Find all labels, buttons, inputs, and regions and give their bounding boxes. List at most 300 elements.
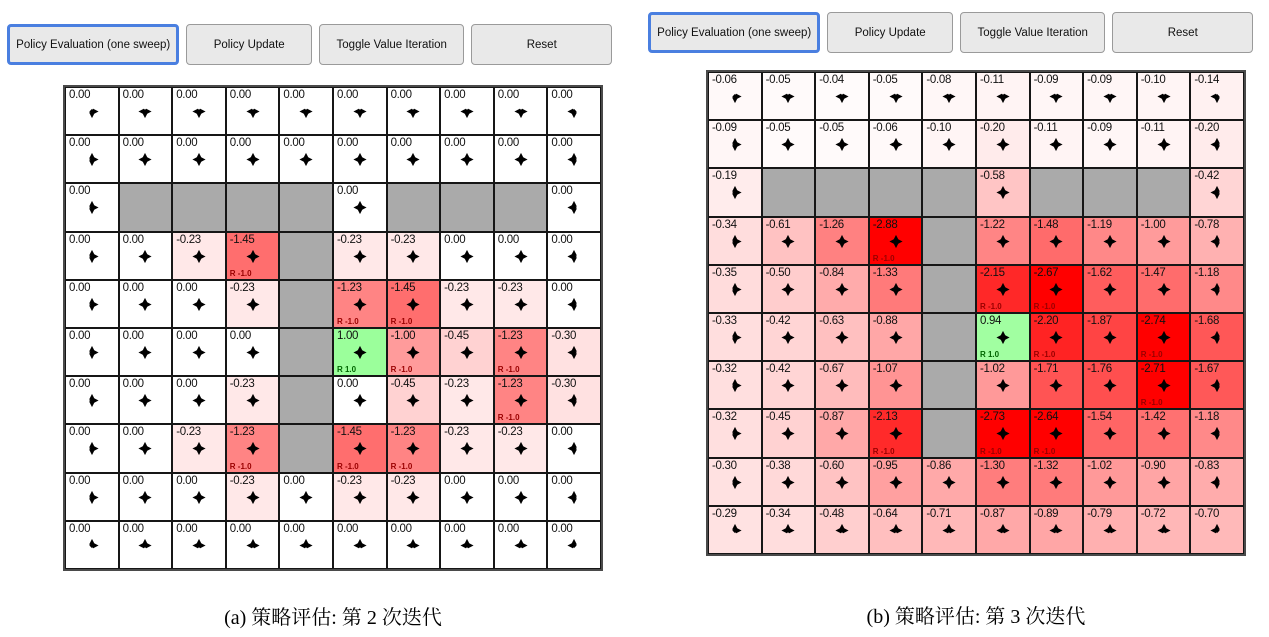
policy-arrow-icon — [190, 537, 207, 554]
cell-value: -0.30 — [551, 329, 577, 342]
grid-cell — [1137, 313, 1191, 361]
grid-cell — [762, 361, 816, 409]
policy-arrow-icon — [244, 489, 261, 506]
policy-arrow-icon — [1155, 233, 1172, 250]
cell-value: -1.02 — [979, 363, 1005, 376]
panel-iteration-3 — [648, 12, 1253, 629]
caption-b: (b) 策略评估: 第 3 次迭代 — [866, 605, 1086, 628]
grid-cell — [547, 135, 601, 183]
grid-cell — [762, 120, 816, 168]
policy-arrow-icon — [83, 199, 100, 216]
policy-arrow-icon — [351, 151, 368, 168]
grid-cell — [65, 135, 119, 183]
policy-arrow-icon — [190, 392, 207, 409]
policy-arrow-icon — [780, 425, 797, 442]
policy-arrow-icon — [512, 537, 529, 554]
toggle-value-iteration-button[interactable]: Toggle Value Iteration — [319, 24, 465, 65]
policy-arrow-icon — [351, 296, 368, 313]
policy-arrow-icon — [83, 440, 100, 457]
policy-arrow-icon — [351, 489, 368, 506]
grid-cell — [494, 473, 548, 521]
grid-cell — [440, 473, 494, 521]
policy-arrow-icon — [512, 489, 529, 506]
grid-cell — [1190, 120, 1244, 168]
policy-arrow-icon — [1048, 522, 1065, 539]
grid-cell — [119, 87, 173, 135]
cell-value: 0.00 — [122, 89, 144, 101]
cell-value: 0.00 — [69, 233, 91, 246]
policy-arrow-icon — [1101, 88, 1118, 105]
cell-value: -0.86 — [926, 459, 952, 472]
cell-value: -2.71 — [1140, 363, 1166, 376]
grid-cell — [1190, 361, 1244, 409]
toolbar — [7, 24, 612, 65]
grid-cell — [547, 328, 601, 376]
policy-arrow-icon — [244, 248, 261, 265]
cell-value: -1.18 — [1194, 411, 1220, 424]
cell-value: -0.89 — [1033, 507, 1059, 520]
cell-value: -0.33 — [712, 314, 737, 327]
cell-value: -1.62 — [1087, 266, 1112, 279]
grid-cell — [65, 473, 119, 521]
policy-update-button[interactable]: Policy Update — [186, 24, 312, 65]
grid-cell — [869, 120, 923, 168]
cell-value: 0.00 — [122, 426, 144, 439]
gridworld-a — [63, 85, 603, 571]
grid-cell — [226, 135, 280, 183]
cell-value: -0.30 — [551, 378, 577, 391]
policy-arrow-icon — [887, 377, 904, 394]
cell-value: -0.32 — [712, 363, 737, 376]
grid-cell — [333, 328, 387, 376]
gridworld-container-a — [63, 85, 612, 571]
cell-reward-label: R -1.0 — [229, 268, 252, 278]
policy-arrow-icon — [726, 136, 743, 153]
cell-value: 0.00 — [497, 522, 519, 535]
grid-cell — [708, 217, 762, 265]
cell-value: -0.78 — [1194, 218, 1220, 231]
policy-arrow-icon — [1155, 281, 1172, 298]
cell-value: -0.87 — [979, 507, 1005, 520]
policy-evaluation-button[interactable]: Policy Evaluation (one sweep) — [648, 12, 820, 53]
cell-reward-label: R -1.0 — [1140, 350, 1163, 360]
cell-value: -0.58 — [979, 170, 1005, 183]
grid-cell — [333, 87, 387, 135]
cell-value: 0.00 — [283, 137, 305, 150]
grid-cell — [333, 183, 387, 231]
grid-cell — [869, 313, 923, 361]
policy-arrow-icon — [1155, 329, 1172, 346]
cell-value: 0.00 — [497, 474, 519, 487]
wall-cell — [1137, 168, 1191, 216]
policy-arrow-icon — [137, 248, 154, 265]
cell-value: -1.33 — [872, 266, 898, 279]
grid-cell — [440, 424, 494, 472]
cell-reward-label: R -1.0 — [979, 446, 1002, 456]
policy-arrow-icon — [83, 296, 100, 313]
policy-arrow-icon — [1155, 522, 1172, 539]
policy-arrow-icon — [1209, 425, 1226, 442]
grid-cell — [708, 168, 762, 216]
policy-arrow-icon — [833, 233, 850, 250]
cell-value: -0.60 — [819, 459, 844, 472]
wall-cell — [226, 183, 280, 231]
grid-cell — [172, 521, 226, 569]
cell-value: -0.06 — [872, 122, 898, 135]
cell-value: -0.14 — [1194, 74, 1220, 86]
toggle-value-iteration-button[interactable]: Toggle Value Iteration — [960, 12, 1106, 53]
policy-arrow-icon — [83, 248, 100, 265]
grid-cell — [1137, 409, 1191, 457]
policy-arrow-icon — [726, 329, 743, 346]
grid-cell — [976, 72, 1030, 120]
cell-value: 0.00 — [336, 378, 359, 391]
policy-arrow-icon — [726, 474, 743, 491]
cell-value: -1.23 — [229, 426, 255, 439]
cell-value: -1.48 — [1033, 218, 1059, 231]
policy-arrow-icon — [405, 392, 422, 409]
reset-button[interactable]: Reset — [471, 24, 612, 65]
grid-cell — [333, 232, 387, 280]
grid-cell — [1190, 168, 1244, 216]
policy-arrow-icon — [887, 522, 904, 539]
policy-arrow-icon — [780, 88, 797, 105]
grid-cell — [440, 135, 494, 183]
cell-value: 0.00 — [551, 233, 573, 246]
grid-cell — [976, 120, 1030, 168]
policy-arrow-icon — [566, 151, 583, 168]
policy-arrow-icon — [780, 329, 797, 346]
cell-value: 0.00 — [69, 281, 91, 294]
cell-value: -1.71 — [1033, 363, 1059, 376]
cell-value: 0.00 — [444, 233, 466, 246]
policy-arrow-icon — [298, 537, 315, 554]
policy-arrow-icon — [780, 281, 797, 298]
policy-arrow-icon — [726, 522, 743, 539]
grid-cell — [333, 280, 387, 328]
grid-cell — [815, 409, 869, 457]
policy-arrow-icon — [726, 281, 743, 298]
cell-value: -0.67 — [819, 363, 844, 376]
wall-cell — [922, 265, 976, 313]
cell-value: -0.23 — [229, 281, 255, 294]
policy-arrow-icon — [1101, 329, 1118, 346]
policy-arrow-icon — [833, 474, 850, 491]
policy-arrow-icon — [833, 425, 850, 442]
cell-value: -1.23 — [336, 281, 362, 294]
grid-cell — [333, 376, 387, 424]
cell-value: -0.23 — [336, 474, 362, 487]
cell-value: 0.00 — [444, 89, 466, 101]
grid-cell — [387, 87, 441, 135]
cell-value: -2.74 — [1140, 314, 1166, 327]
cell-reward-label: R 1.0 — [336, 365, 357, 375]
policy-arrow-icon — [244, 344, 261, 361]
cell-value: 0.00 — [551, 137, 573, 150]
policy-arrow-icon — [994, 522, 1011, 539]
grid-cell — [226, 328, 280, 376]
policy-arrow-icon — [1101, 522, 1118, 539]
cell-value: -0.09 — [712, 122, 737, 135]
cell-value: -0.09 — [1033, 74, 1059, 86]
policy-arrow-icon — [1048, 329, 1065, 346]
cell-value: -1.67 — [1194, 363, 1220, 376]
policy-arrow-icon — [190, 440, 207, 457]
cell-value: -1.23 — [390, 426, 416, 439]
grid-cell — [815, 458, 869, 506]
grid-cell — [333, 473, 387, 521]
policy-arrow-icon — [1209, 281, 1226, 298]
cell-value: -0.70 — [1194, 507, 1220, 520]
reset-button[interactable]: Reset — [1112, 12, 1253, 53]
grid-cell — [762, 313, 816, 361]
grid-cell — [494, 232, 548, 280]
policy-arrow-icon — [512, 248, 529, 265]
grid-cell — [976, 458, 1030, 506]
grid-cell — [494, 328, 548, 376]
grid-cell — [815, 72, 869, 120]
policy-arrow-icon — [994, 136, 1011, 153]
policy-arrow-icon — [833, 281, 850, 298]
policy-arrow-icon — [137, 392, 154, 409]
cell-value: -1.45 — [390, 281, 416, 294]
cell-value: -1.22 — [979, 218, 1005, 231]
cell-value: -0.29 — [712, 507, 737, 520]
cell-value: -0.05 — [765, 74, 791, 86]
policy-arrow-icon — [83, 151, 100, 168]
cell-value: 0.00 — [283, 522, 305, 535]
grid-cell — [1190, 217, 1244, 265]
grid-cell — [922, 72, 976, 120]
policy-arrow-icon — [1048, 88, 1065, 105]
grid-cell — [762, 458, 816, 506]
cell-value: -0.11 — [1140, 122, 1165, 135]
cell-value: 0.00 — [176, 522, 198, 535]
cell-value: 0.00 — [69, 185, 91, 198]
policy-arrow-icon — [566, 199, 583, 216]
policy-arrow-icon — [887, 88, 904, 105]
policy-arrow-icon — [405, 440, 422, 457]
policy-evaluation-button[interactable]: Policy Evaluation (one sweep) — [7, 24, 179, 65]
cell-value: 0.00 — [122, 233, 144, 246]
cell-value: -0.32 — [712, 411, 737, 424]
cell-value: 0.00 — [176, 329, 198, 342]
wall-cell — [119, 183, 173, 231]
policy-arrow-icon — [726, 184, 743, 201]
cell-value: -1.30 — [979, 459, 1005, 472]
policy-arrow-icon — [1048, 377, 1065, 394]
cell-value: -1.45 — [336, 426, 362, 439]
grid-cell — [1030, 506, 1084, 554]
cell-value: 0.00 — [122, 137, 144, 150]
grid-cell — [494, 521, 548, 569]
grid-cell — [708, 506, 762, 554]
wall-cell — [279, 280, 333, 328]
cell-value: -0.09 — [1087, 74, 1112, 86]
policy-arrow-icon — [1048, 233, 1065, 250]
policy-arrow-icon — [512, 440, 529, 457]
cell-value: 1.00 — [336, 329, 359, 342]
grid-cell — [1030, 217, 1084, 265]
grid-cell — [708, 72, 762, 120]
grid-cell — [869, 72, 923, 120]
policy-update-button[interactable]: Policy Update — [827, 12, 953, 53]
cell-value: 0.00 — [444, 522, 466, 535]
cell-value: -0.90 — [1140, 459, 1166, 472]
cell-value: -2.64 — [1033, 411, 1059, 424]
cell-value: -0.48 — [819, 507, 844, 520]
grid-cell — [976, 217, 1030, 265]
cell-value: -2.20 — [1033, 314, 1059, 327]
policy-arrow-icon — [1048, 136, 1065, 153]
grid-cell — [708, 458, 762, 506]
grid-cell — [976, 313, 1030, 361]
policy-arrow-icon — [566, 344, 583, 361]
grid-cell — [869, 265, 923, 313]
policy-arrow-icon — [458, 296, 475, 313]
grid-cell — [869, 458, 923, 506]
policy-arrow-icon — [137, 440, 154, 457]
cell-value: -2.67 — [1033, 266, 1059, 279]
policy-arrow-icon — [83, 537, 100, 554]
cell-value: 0.00 — [229, 522, 251, 535]
wall-cell — [494, 183, 548, 231]
grid-cell — [172, 87, 226, 135]
policy-arrow-icon — [994, 88, 1011, 105]
grid-cell — [119, 232, 173, 280]
cell-value: -1.68 — [1194, 314, 1220, 327]
cell-value: 0.00 — [336, 522, 359, 535]
cell-value: -1.00 — [390, 329, 416, 342]
grid-cell — [172, 280, 226, 328]
policy-arrow-icon — [351, 440, 368, 457]
policy-arrow-icon — [887, 281, 904, 298]
policy-arrow-icon — [941, 88, 958, 105]
cell-value: -1.54 — [1087, 411, 1112, 424]
policy-arrow-icon — [887, 136, 904, 153]
wall-cell — [279, 328, 333, 376]
cell-value: -1.26 — [819, 218, 844, 231]
wall-cell — [922, 217, 976, 265]
grid-cell — [1083, 217, 1137, 265]
policy-arrow-icon — [780, 474, 797, 491]
policy-arrow-icon — [1101, 474, 1118, 491]
grid-cell — [547, 521, 601, 569]
policy-arrow-icon — [137, 344, 154, 361]
policy-arrow-icon — [351, 392, 368, 409]
policy-arrow-icon — [458, 440, 475, 457]
grid-cell — [494, 280, 548, 328]
grid-cell — [333, 521, 387, 569]
grid-cell — [547, 87, 601, 135]
grid-cell — [172, 424, 226, 472]
policy-arrow-icon — [458, 151, 475, 168]
policy-arrow-icon — [566, 537, 583, 554]
policy-arrow-icon — [941, 136, 958, 153]
policy-arrow-icon — [833, 377, 850, 394]
wall-cell — [922, 409, 976, 457]
policy-arrow-icon — [83, 392, 100, 409]
policy-arrow-icon — [137, 151, 154, 168]
grid-cell — [387, 328, 441, 376]
cell-value: 0.00 — [229, 329, 251, 342]
grid-cell — [65, 521, 119, 569]
policy-arrow-icon — [405, 103, 422, 120]
grid-cell — [547, 376, 601, 424]
cell-value: -0.19 — [712, 170, 737, 183]
cell-value: 0.00 — [229, 137, 251, 150]
policy-arrow-icon — [458, 248, 475, 265]
policy-arrow-icon — [566, 296, 583, 313]
policy-arrow-icon — [1209, 522, 1226, 539]
grid-cell — [976, 265, 1030, 313]
grid-cell — [440, 376, 494, 424]
policy-arrow-icon — [244, 537, 261, 554]
policy-arrow-icon — [994, 233, 1011, 250]
policy-arrow-icon — [1155, 377, 1172, 394]
cell-value: 0.00 — [551, 185, 573, 198]
grid-cell — [547, 183, 601, 231]
grid-cell — [1083, 409, 1137, 457]
cell-value: -0.23 — [390, 474, 416, 487]
cell-value: -1.19 — [1087, 218, 1112, 231]
cell-value: 0.00 — [551, 522, 573, 535]
cell-value: -2.73 — [979, 411, 1005, 424]
grid-cell — [547, 280, 601, 328]
grid-cell — [976, 168, 1030, 216]
grid-cell — [333, 135, 387, 183]
cell-value: 0.00 — [336, 137, 359, 150]
cell-value: -0.45 — [390, 378, 416, 391]
cell-value: -0.06 — [712, 74, 737, 86]
cell-value: 0.00 — [497, 233, 519, 246]
cell-value: 0.00 — [69, 329, 91, 342]
grid-cell — [440, 280, 494, 328]
cell-value: -0.11 — [1033, 122, 1058, 135]
policy-arrow-icon — [566, 489, 583, 506]
policy-arrow-icon — [458, 537, 475, 554]
policy-arrow-icon — [244, 296, 261, 313]
grid-cell — [1030, 120, 1084, 168]
grid-cell — [65, 376, 119, 424]
policy-arrow-icon — [1209, 329, 1226, 346]
grid-cell — [65, 424, 119, 472]
policy-arrow-icon — [1155, 136, 1172, 153]
cell-value: -0.42 — [1194, 170, 1220, 183]
cell-value: 0.00 — [69, 522, 91, 535]
grid-cell — [708, 313, 762, 361]
policy-arrow-icon — [458, 489, 475, 506]
cell-reward-label: R -1.0 — [872, 253, 895, 263]
policy-arrow-icon — [351, 344, 368, 361]
cell-value: 0.00 — [444, 137, 466, 150]
cell-value: -0.63 — [819, 314, 844, 327]
policy-arrow-icon — [726, 88, 743, 105]
grid-cell — [1083, 120, 1137, 168]
grid-cell — [922, 458, 976, 506]
policy-arrow-icon — [887, 425, 904, 442]
cell-value: -0.23 — [176, 426, 201, 439]
grid-cell — [1190, 72, 1244, 120]
cell-value: -0.71 — [926, 507, 952, 520]
policy-arrow-icon — [405, 151, 422, 168]
cell-value: -0.42 — [765, 314, 791, 327]
grid-cell — [119, 328, 173, 376]
policy-arrow-icon — [566, 248, 583, 265]
cell-reward-label: R -1.0 — [497, 365, 520, 375]
grid-cell — [440, 87, 494, 135]
grid-cell — [494, 376, 548, 424]
